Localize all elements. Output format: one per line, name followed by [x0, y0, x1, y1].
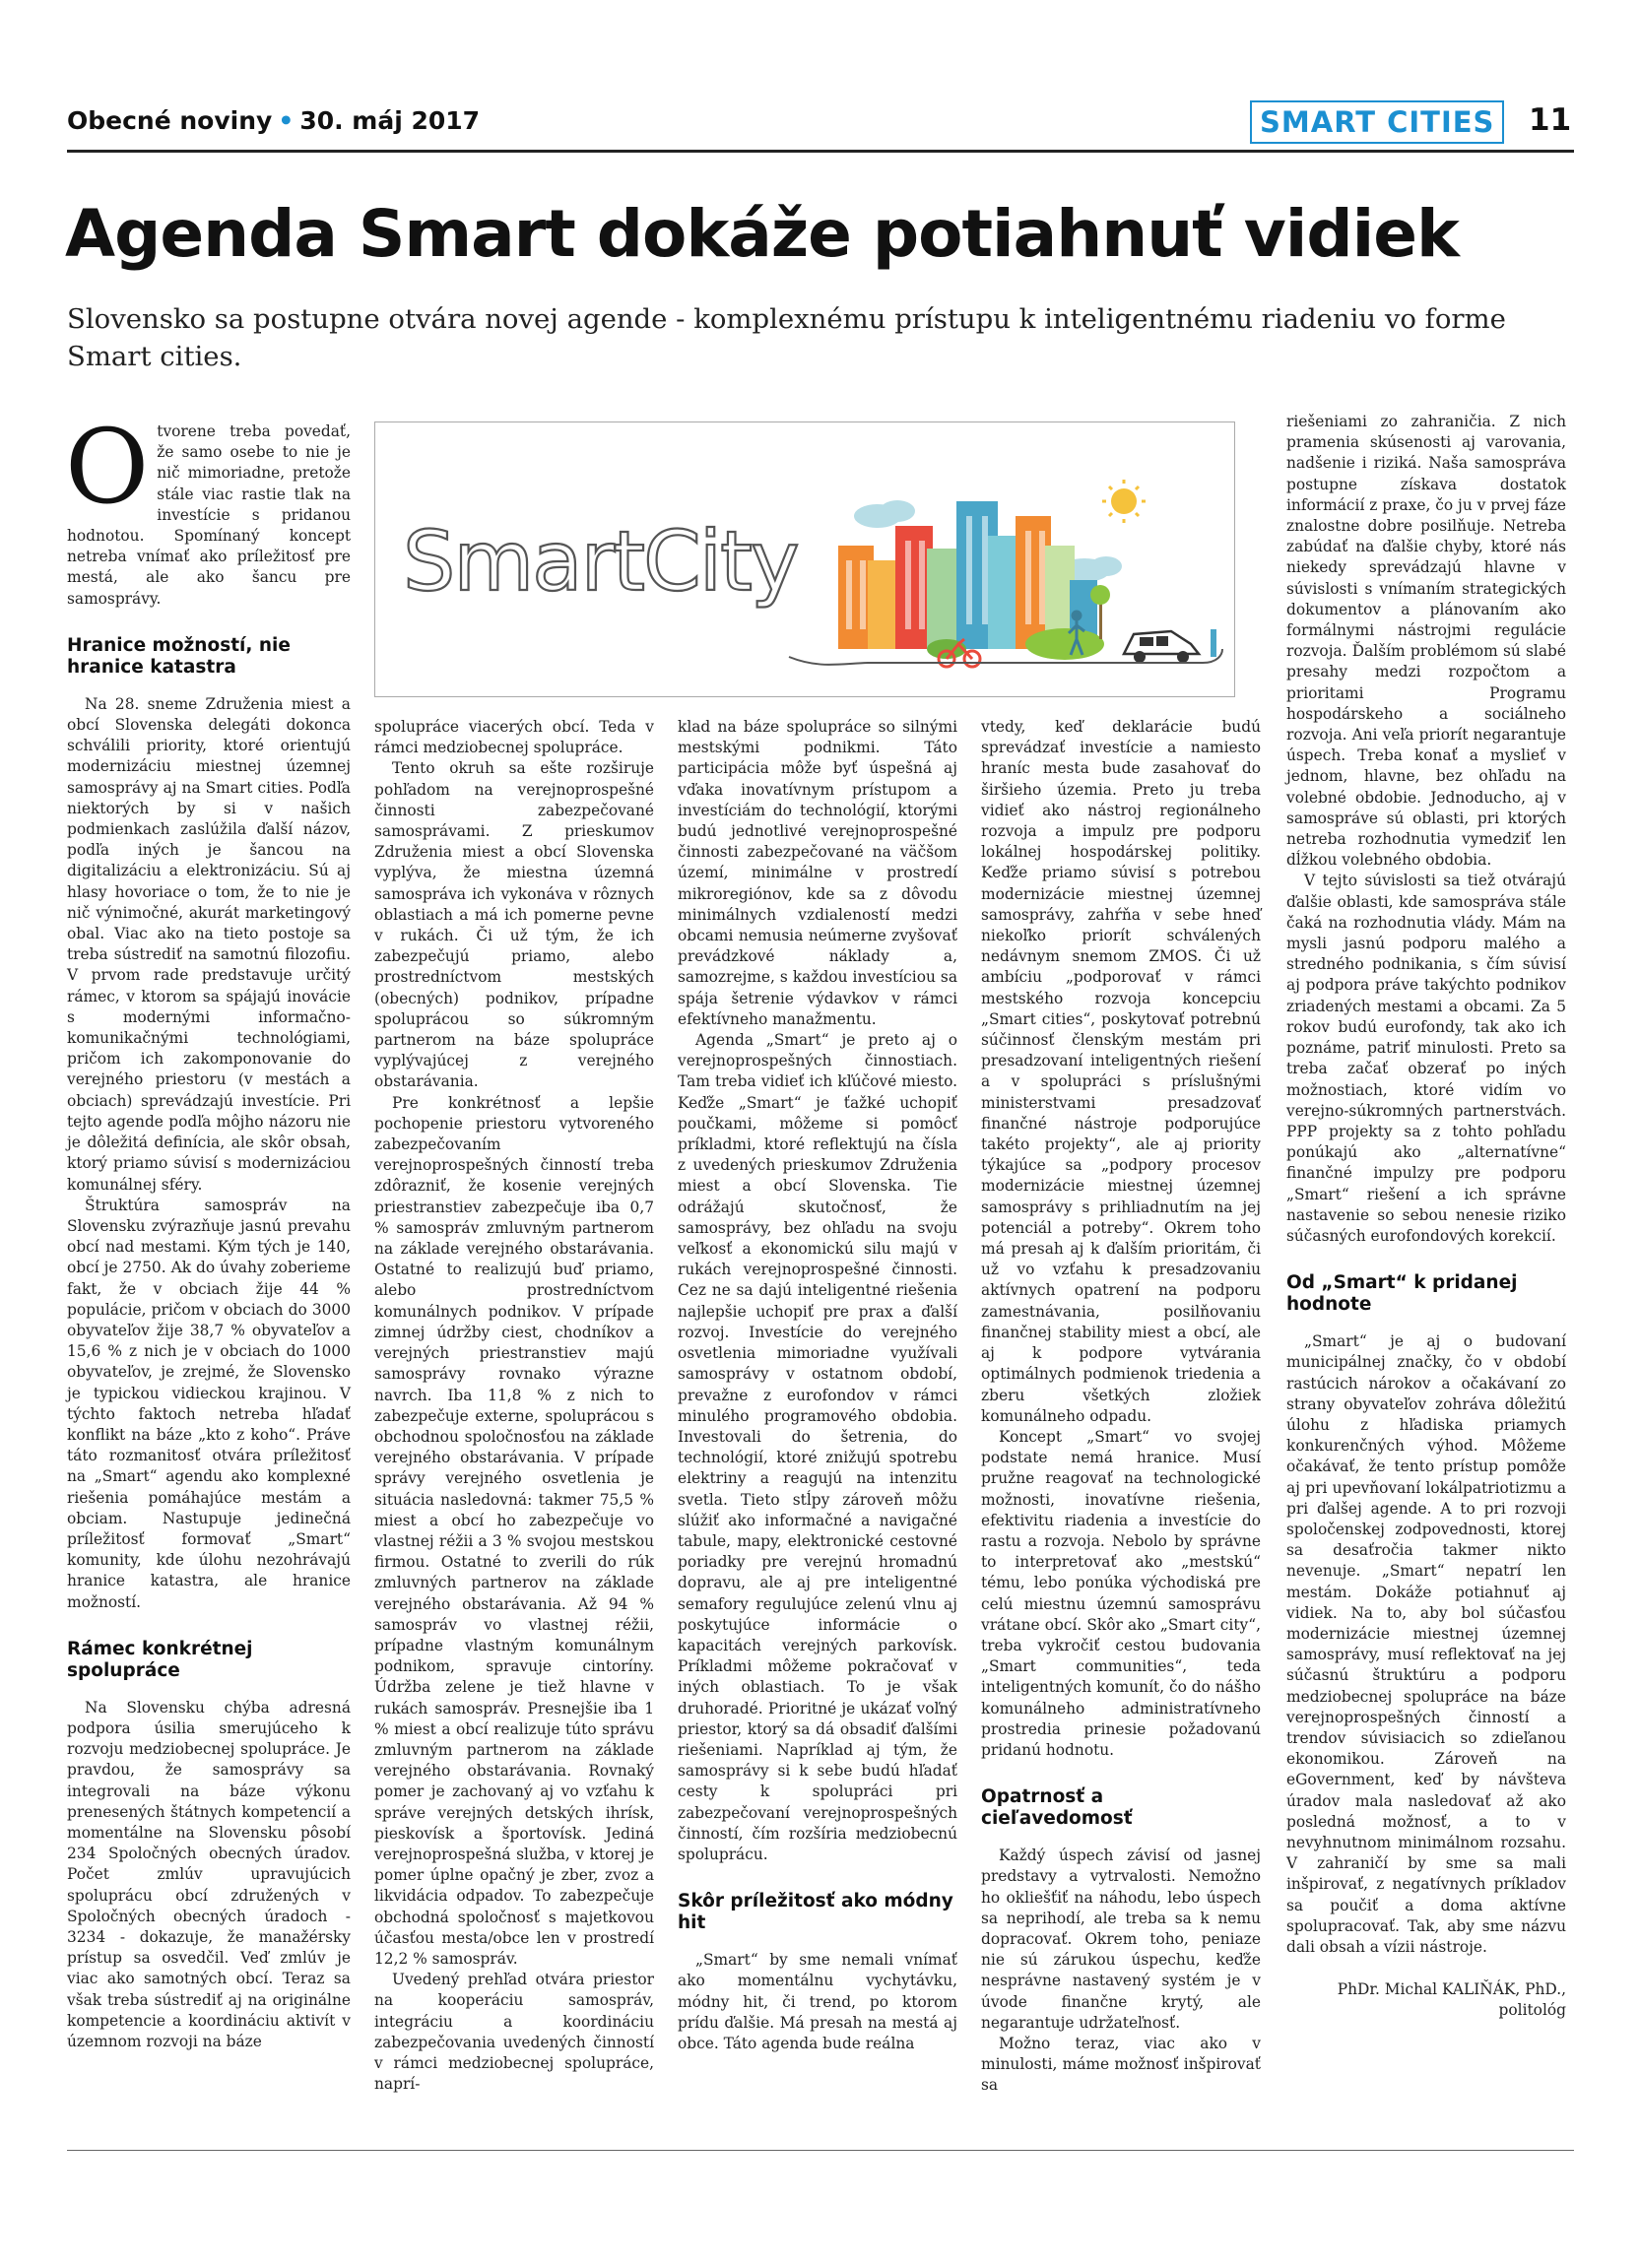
publication-line: [67, 106, 480, 135]
subheading: Od „Smart“ k pridanej hodnote: [1286, 1272, 1518, 1316]
paragraph: Koncept „Smart“ vo svojej podstate nemá hranice. Musí pružne reagovať na technologické možnosti, inovatívne riešenia, efektivitu riadenia a investície do rastu a rozvoja. Nebolo by správne to interpretovať ako „mestskú“ tému, lebo ponúka východiská pre celú miestnu územnú samosprávu vrátane obcí. Skôr ako „Smart city“, treba vykročiť cestou budovania „Smart communities“, teda inteligentných komunít, čo do nášho komunálneho administratívneho prostredia prinesie požadovanú pridanú hodnotu.: [981, 1427, 1261, 1759]
author-signature: [1286, 1979, 1566, 2021]
smart-city-illustration: [374, 421, 1235, 697]
header-rule: [67, 150, 1574, 153]
drop-cap: O: [65, 407, 150, 527]
paragraph: Agenda „Smart“ je preto aj o verejnoprospešných činnostiach. Tam treba vidieť ich kľúčové miesto. Keďže „Smart“ je ťažké uchopiť poučkami, môžeme si pomôcť príkladmi, ktoré reflektujú na čísla z uvedených prieskumov Združenia miest a obcí Slovenska. Tie odrážajú skutočnosť, že samosprávy, bez ohľadu na svoju veľkosť a ekonomickú silu majú v rukách verejnoprospešné činnosti. Cez ne sa dajú inteligentné riešenia najlepšie uchopiť pre prax a ďalší rozvoj. Investície do verejného osvetlenia mimoriadne využívali samosprávy v ostatnom období, prevažne z eurofondov v rámci minulého programového obdobia. Investovali do šetrenia, do technológií, ktoré znižujú spotrebu elektriny a reagujú na intenzitu svetla. Tieto stĺpy zároveň môžu slúžiť ako informačné a navigačné tabule, mapy, elektronické cestovné poriadky pre verejnú hromadnú dopravu, ale aj pre inteligentné semafory regulujúce zelenú vlnu aj poskytujúce informácie o kapacitách verejných parkovísk. Príkladmi môžeme pokračovať v iných oblastiach. To je však druhoradé. Prioritné je ukázať voľný priestor, ktorý sa dá obsadiť ďalšími riešeniami. Napríklad aj tým, že samosprávy si k sebe budú hľadať cesty k spolupráci pri zabezpečovaní verejnoprospešných činností, čím rozšíria medziobecnú spoluprácu.: [678, 1031, 957, 1863]
paragraph: „Smart“ je aj o budovaní municipálnej značky, čo v období rastúcich nárokov a očakávaní zo strany obyvateľov zohráva dôležitú úlohu z hľadiska priamych konkurenčných výhod. Môžeme očakávať, že tento prístup pomôže aj pri upevňovaní lokálpatriotizmu a pri ďalšej agende. A to pri rozvoji spoločenskej zodpovednosti, ktorej sa desaťročia takmer nikto nevenuje. „Smart“ nepatrí len mestám. Dokáže potiahnuť aj vidiek. Na to, aby bol súčasťou modernizácie miestnej územnej samosprávy, musí reflektovať na jej súčasnú štruktúru a podporu medziobecnej spolupráce na báze verejnoprospešných činností a trendov súvisiacich so zdieľanou ekonomikou. Zároveň na eGovernment, keď by návšteva úradov mala nasledovať až ako posledná možnosť, a to v nevyhnutnom minimálnom rozsahu. V zahraničí by sme sa mali inšpirovať, z negatívnych príkladov sa poučiť a doma aktívne spolupracovať. Tak, aby sme názvu dali obsah a vízii nástroje.: [1286, 1332, 1566, 1957]
publication-name: Obecné noviny: [67, 106, 273, 135]
page-number: 11: [1529, 102, 1572, 138]
footer-rule: [67, 2150, 1574, 2151]
paragraph: Štruktúra samospráv na Slovensku zvýrazňuje jasnú prevahu obcí nad mestami. Kým tých je 140, obcí je 2750. Ak do úvahy zoberieme fakt, že v obciach žije 44 % populácie, pričom v obciach do 3000 obyvateľov žije 38,7 % obyvateľov a 15,6 % z nich je v obciach do 1000 obyvateľov, je zrejmé, že Slovensko je typickou vidieckou krajinou. V týchto faktoch netreba hľadať konflikt na báze „kto z koho“. Práve táto rozmanitosť otvára príležitosť na „Smart“ agendu ako komplexné riešenia pomáhajúce mestám a obciam. Nastupuje jedinečná príležitosť formovať „Smart“ komunity, kde úlohu nezohrávajú hranice katastra, ale hranice možností.: [67, 1196, 351, 1611]
paragraph: Každý úspech závisí od jasnej predstavy a vytrvalosti. Nemožno ho okliešťiť na náhodu, lebo úspech sa neprihodí, ale treba sa k nemu dopracovať. Okrem toho, peniaze nie sú zárukou úspechu, keďže nesprávne nastavený systém je v úvode finančne krytý, ale negarantuje udržateľnosť.: [981, 1847, 1261, 2032]
subheading: Skôr príležitosť ako módny hit: [678, 1891, 953, 1934]
paragraph: Na 28. sneme Združenia miest a obcí Slovenska delegáti dokonca schválili priority, ktoré orientujú modernizáciu miestnej územnej samosprávy aj na Smart cities. Podľa niektorých by si v našich podmienkach zaslúžila ďalší názov, podľa iných je šancou na digitalizáciu a elektronizáciu. Sú aj hlasy hovoriace o tom, že to nie je nič výnimočné, akurát marketingový obal. Viac ako na tieto postoje sa treba sústrediť na samotnú filozofiu. V prvom rade predstavuje určitý rámec, v ktorom sa spájajú inovácie s modernými informačno-komunikačnými technológiami, pričom ich zakomponovanie do verejného priestoru (v mestách a obciach) sprevádzajú investície. Pri tejto agende podľa môjho názoru nie je dôležitá definícia, ale skôr obsah, ktorý priamo súvisí s modernizáciou komunálnej sféry.: [67, 694, 351, 1194]
paragraph: Pre konkrétnosť a lepšie pochopenie priestoru vytvoreného zabezpečovaním verejnoprospešných činností treba zdôrazniť, že kosenie verejných priestranstiev zabezpečuje iba 0,7 % samospráv zmluvným partnerom na základe verejného obstarávania. Ostatné to realizujú buď priamo, alebo prostredníctvom komunálnych podnikov. V prípade zimnej údržby ciest, chodníkov a verejných priestranstiev majú samosprávy rovnako výrazne navrch. Iba 11,8 % z nich to zabezpečuje externe, spoluprácou s obchodnou spoločnosťou na základe verejného obstarávania. V prípade správy verejného osvetlenia je situácia nasledovná: takmer 75,5 % miest a obcí ho zabezpečuje vo vlastnej réžii a 3 % svojou mestskou firmou. Ostatné to zverili do rúk zmluvných partnerov na základe verejného obstarávania. Až 94 % samospráv vo vlastnej réžii, prípadne vlastným komunálnym podnikom, spravuje cintoríny. Údržba zelene je tiež hlavne v rukách samospráv. Presnejšie iba 1 % miest a obcí realizuje túto správu zmluvným partnerom na základe verejného obstarávania. Rovnaký pomer je zachovaný aj vo vzťahu k správe verejných detských ihrísk, pieskovísk a športovísk. Jediná verejnoprospešná služba, v ktorej je pomer úplne opačný je zber, zvoz a likvidácia odpadov. To zabezpečuje obchodná spoločnosť s majetkovou účasťou mesta/obce len v prostredí 12,2 % samospráv.: [374, 1093, 654, 1968]
paragraph: vtedy, keď deklarácie budú sprevádzať investície a namiesto hraníc mesta bude zasahovať do širšieho územia. Preto ju treba vidieť ako nástroj regionálneho rozvoja a impulz pre podporu lokálnej hospodárskej politiky. Keďže priamo súvisí s potrebou modernizácie miestnej územnej samosprávy, zahŕňa v sebe hneď niekoľko priorít schválených nedávnym snemom ZMOS. Či už ambíciu „podporovať v rámci mestského rozvoja koncepciu „Smart cities“, poskytovať potrebnú súčinnosť členským mestám pri presadzovaní inteligentných riešení a v spolupráci s príslušnými ministerstvami presadzovať finančné nástroje podporujúce takéto projekty“, ale aj priority týkajúce sa „podpory procesov modernizácie miestnej územnej samosprávy s prihliadnutím na jej potenciál a potreby“. Okrem toho má presah aj k ďalším prioritám, či už vo vzťahu k presadzovaniu aktívnych opatrení na podporu zamestnávania, posilňovaniu finančnej stability miest a obcí, ale aj k podpore vytvárania optimálnych podmienok triedenia a zberu všetkých zložiek komunálneho odpadu.: [981, 718, 1261, 1425]
author-name: PhDr. Michal KALIŇÁK, PhD.,: [1337, 1980, 1566, 1999]
column-3: [678, 717, 957, 2054]
electric-car-icon: [1124, 629, 1216, 663]
column-1: [65, 407, 351, 2052]
paragraph: Tento okruh sa ešte rozširuje pohľadom na verejnoprospešné činnosti zabezpečované samosprávami. Z prieskumov Združenia miest a obcí Slovenska vyplýva, že miestna územná samospráva ich vykonáva v rôznych oblastiach a má ich pomerne pevne v rukách. Či už tým, že ich zabezpečujú priamo, alebo prostredníctvom mestských (obecných) podnikov, prípadne spoluprácou so súkromným partnerom na báze spolupráce vyplývajúcej z verejného obstarávania.: [374, 759, 654, 1091]
paragraph: riešeniami zo zahraničia. Z nich pramenia skúsenosti aj varovania, nadšenie i riziká. Naša samospráva postupne získava dostatok informácií z praxe, čo ju v prvej fáze znalostne dobre posilňuje. Netreba zabúdať na ďalšie chyby, ktoré nás niekedy sprevádzajú hlavne v súvislosti s vnímaním strategických dokumentov a plánovaním ako formálnymi nástrojmi regulácie rozvoja. Ďalším problémom sú slabé presahy medzi rozpočtom a prioritami Programu hospodárskeho a sociálneho rozvoja. Ani veľa priorít negarantuje úspech. Treba konať a myslieť v jednom, hlavne, bez ohľadu na volebné obdobie. Jednoducho, aj v samospráve sú oblasti, pri ktorých netreba rozhodnutia vymedziť len dĺžkou volebného obdobia.: [1286, 413, 1566, 870]
paragraph: Na Slovensku chýba adresná podpora úsilia smerujúceho k rozvoju medziobecnej spolupráce. Je pravdou, že samosprávy sa integrovali na báze výkonu prenesených štátnych kompetencií a momentálne na Slovensku pôsobí 234 Spoločných obecných úradov. Počet zmlúv upravujúcich spoluprácu obcí združených v Spoločných obecných úradoch - 3234 - dokazuje, že manažérsky prístup sa osvedčil. Veď zmlúv je viac ako samotných obcí. Teraz sa však treba sústrediť aj na originálne kompetencie a koordináciu aktivít v územnom rozvoji na báze: [67, 1698, 351, 2051]
author-role: politológ: [1498, 2001, 1566, 2020]
column-4: [981, 717, 1261, 2097]
intro-paragraph: [65, 407, 351, 610]
figure-wordmark: SmartCity: [403, 513, 798, 610]
intro-text: tvorene treba povedať, že samo osebe to nie je nič mimoriadne, pretože stále viac rastie tlak na investície s pridanou hodnotou. Spomínaný koncept netreba vnímať ako príležitosť pre mestá, ale ako šancu pre samosprávy.: [67, 422, 351, 608]
separator-dot: •: [278, 106, 295, 135]
paragraph: spolupráce viacerých obcí. Teda v rámci medziobecnej spolupráce.: [374, 718, 654, 757]
paragraph: „Smart“ by sme nemali vnímať ako momentálnu vychytávku, módny hit, či trend, po ktorom prídu ďalšie. Má presah na mestá aj obce. Táto agenda bude reálna: [678, 1951, 957, 2052]
paragraph: Možno teraz, viac ako v minulosti, máme možnosť inšpirovať sa: [981, 2034, 1261, 2095]
article-lead: Slovensko sa postupne otvára novej agende - komplexnému prístupu k inteligentnému riadeniu vo forme Smart cities.: [67, 303, 1506, 372]
smart-city-graphic: [375, 422, 1234, 696]
subheading: Rámec konkrétnej spolupráce: [67, 1638, 253, 1681]
paragraph: klad na báze spolupráce so silnými mestskými podnikmi. Táto participácia môže byť úspešná aj vďaka inovatívnym prístupom a investíciám do technológií, ktorými budú jednotlivé verejnoprospešné činnosti zabezpečované na väčšom území, minimálne v prostredí mikroregiónov, kde sa z dôvodu minimálnych vzdialeností medzi obcami nemusia neúmerne zvyšovať prevádzkové náklady a, samozrejme, s každou investíciou sa spája šetrenie výdavkov v rámci efektívneho manažmentu.: [678, 718, 957, 1028]
paragraph: Uvedený prehľad otvára priestor na kooperáciu samospráv, integráciu a koordináciu zabezpečovania uvedených činností v rámci medziobecnej spolupráce, naprí-: [374, 1971, 654, 2094]
sun-icon: [1111, 488, 1137, 514]
paragraph: V tejto súvislosti sa tiež otvárajú ďalšie oblasti, kde samospráva stále čaká na rozhodnutia vlády. Mám na mysli jasnú podporu malého a stredného podnikania, s čím súvisí aj podpora práve takýchto podnikov zriadených mestami a obcami. Za 5 rokov budú eurofondy, tak ako ich poznáme, patriť minulosti. Preto sa treba začať obzerať po iných možnostiach, ktoré vidím vo verejno-súkromných partnerstvách. PPP projekty sa z tohto pohľadu ponúkajú ako „alternatívne“ finančné impulzy pre podporu „Smart“ riešení a ich správne nastavenie so sebou nenesie riziko súčasných eurofondových korekcií.: [1286, 872, 1566, 1245]
issue-date: 30. máj 2017: [299, 106, 481, 135]
article-title: Agenda Smart dokáže potiahnuť vidiek: [65, 196, 1459, 272]
column-5: [1286, 412, 1566, 2022]
subheading: Opatrnosť a cieľavedomosť: [981, 1786, 1133, 1830]
section-badge: SMART CITIES: [1250, 100, 1504, 144]
subheading: Hranice možností, nie hranice katastra: [67, 634, 291, 678]
column-2: [374, 717, 654, 2095]
